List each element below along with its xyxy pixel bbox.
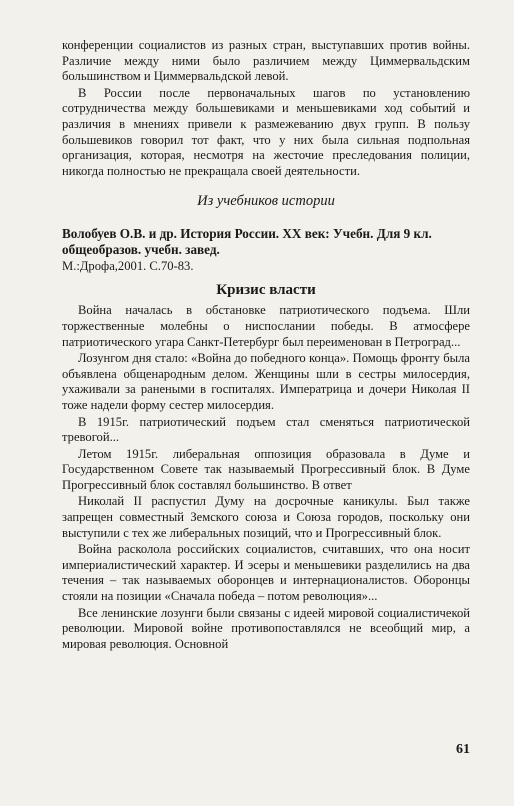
reference-publisher: М.:Дрофа,2001. С.70-83. <box>62 259 194 274</box>
paragraph-top-2: В России после первоначальных шагов по установлению сотрудничества между большевиками и меньшевиками ход событий и различия в мнениях привели к размежеванию двух групп. В пользу большевиков говорил тот факт, что у них была сильная подпольная организация, которая, несмотря на жесточие преследования полиции, никогда полностью не прекращала своей деятельности. <box>62 85 470 178</box>
page-number: 61 <box>456 742 470 757</box>
paragraph-top-1: конференции социалистов из разных стран, выступавших против войны. Различие между ними было различием между Циммервальдским большинством и Циммервальдской левой. <box>62 38 470 84</box>
section-label: Из учебников истории <box>197 193 335 210</box>
paragraph-body-1: Война началась в обстановке патриотического подъема. Шли торжественные молебны о ниспослании победы. В атмосфере патриотического угара Санкт-Петербург был переименован в Петроград... <box>62 303 470 349</box>
paragraph-body-5: Николай II распустил Думу на досрочные каникулы. Был также запрещен совместный Земского союза и Союза городов, поскольку они выступили с тех же либеральных позиций, что и Прогрессивный блок. <box>62 494 470 540</box>
paragraph-body-4: Летом 1915г. либеральная оппозиция образовала в Думе и Государственном Совете так называемый Прогрессивный блок. В Думе Прогрессивный блок составлял большинство. В ответ <box>62 446 470 492</box>
paragraph-body-7: Все ленинские лозунги были связаны с идеей мировой социалистичекой революции. Мировой войне противопоставлялся не всеобщий мир, а мировая революция. Основной <box>62 605 470 651</box>
paragraph-body-3: В 1915г. патриотический подъем стал сменяться патриотической тревогой... <box>62 414 470 445</box>
reference-title: Волобуев О.В. и др. История России. XX век: Учебн. Для 9 кл. общеобразов. учебн. завед. <box>62 226 432 258</box>
paragraph-body-6: Война расколола российских социалистов, считавших, что она носит империалистический характер. И эсеры и меньшевики разделились на два течения – так называемых оборонцев и интернационалистов. Оборонцы стояли на позиции «Сначала победа – потом революция»... <box>62 542 470 604</box>
paragraph-body-2: Лозунгом дня стало: «Война до победного конца». Помощь фронту была объявлена общенародным делом. Женщины шли в сестры милосердия, ухаживали за ранеными в госпиталях. Императрица и дочери Николая II тоже надели форму сестер милосердия. <box>62 351 470 412</box>
section-heading: Кризис власти <box>216 282 316 299</box>
